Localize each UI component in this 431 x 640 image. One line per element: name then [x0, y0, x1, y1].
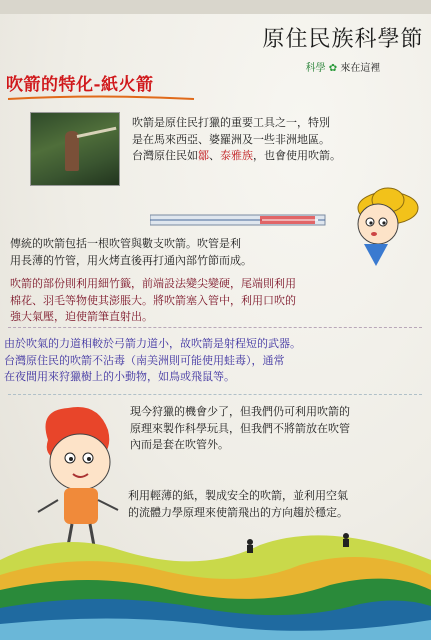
intro-line-1: 吹箭是原住民打獵的重要工具之一，特別: [132, 116, 330, 129]
dart-line-2: 棉花、羽毛等物使其澎脹大。將吹箭塞入管中，利用口吹的: [10, 293, 296, 307]
modern-line-2: 原理來製作科學玩具，但我們不將箭放在吹管: [130, 421, 350, 435]
header-title: 原住民族科學節: [262, 27, 424, 52]
boy-with-straw-hat-illustration: [340, 182, 420, 272]
header-subtitle-pre: 科學: [305, 63, 326, 74]
top-band: [0, 0, 431, 14]
paper-rocket-paragraph: [128, 488, 418, 521]
dart-line-3: 強大氣壓，迫使箭筆直射出。: [10, 310, 153, 323]
intro-line-3-pre: 台灣原住民如: [132, 149, 198, 162]
tribe-name-1: 鄒: [198, 149, 209, 162]
blowpipe-figure: [77, 127, 117, 138]
modern-line-3: 內而是套在吹管外。: [130, 438, 229, 451]
intro-line-3: [132, 148, 418, 165]
tribe-name-2: 泰雅族: [220, 149, 253, 162]
intro-line-2: 是在馬來西亞、婆羅洲及一些非洲地區。: [132, 132, 330, 146]
blowpipe-illustration: [150, 210, 330, 230]
modern-use-paragraph: [130, 404, 412, 454]
paper-line-1: 利用輕薄的紙，製成安全的吹箭，並利用空氣: [128, 489, 348, 502]
landscape-hills-decoration: [0, 520, 431, 640]
header-subtitle: [255, 59, 431, 74]
dart-structure-paragraph: [10, 276, 422, 326]
header: [255, 22, 431, 74]
divider: [8, 327, 422, 328]
range-line-2: 台灣原住民的吹箭不沾毒（南美洲則可能使用蛙毒），通常: [4, 353, 285, 367]
tribe-separator: 、: [209, 149, 220, 162]
leaf-icon: ✿: [328, 63, 338, 74]
range-line-3: 在夜間用來狩獵樹上的小動物，如鳥或飛鼠等。: [4, 370, 235, 383]
paper-line-2: 的流體力學原理來使箭飛出的方向趨於穩定。: [128, 505, 348, 519]
header-subtitle-post: 來在這裡: [340, 63, 381, 74]
hunter-photo: [30, 112, 120, 186]
range-line-1: 由於吹氣的力道相較於弓箭力道小，故吹箭是射程短的武器。: [4, 337, 301, 350]
traditional-line-1: 傳統的吹箭包括一根吹管與數支吹箭。吹管是利: [10, 237, 241, 250]
title-underline-decoration: [6, 94, 196, 102]
main-title: 吹箭的特化-紙火箭: [6, 75, 154, 95]
range-paragraph: [4, 336, 424, 386]
intro-paragraph: [132, 115, 418, 165]
divider-2: [8, 394, 422, 395]
traditional-line-2: 用長薄的竹管，用火烤直後再打通內部竹節而成。: [10, 253, 252, 267]
dart-line-1: 吹箭的部份則利用細竹籤，前端設法變尖變硬，尾端則利用: [10, 277, 296, 290]
modern-line-1: 現今狩獵的機會少了，但我們仍可利用吹箭的: [130, 405, 350, 418]
intro-line-3-post: ，也會使用吹箭。: [253, 149, 341, 162]
traditional-blowpipe-paragraph: [10, 236, 330, 269]
